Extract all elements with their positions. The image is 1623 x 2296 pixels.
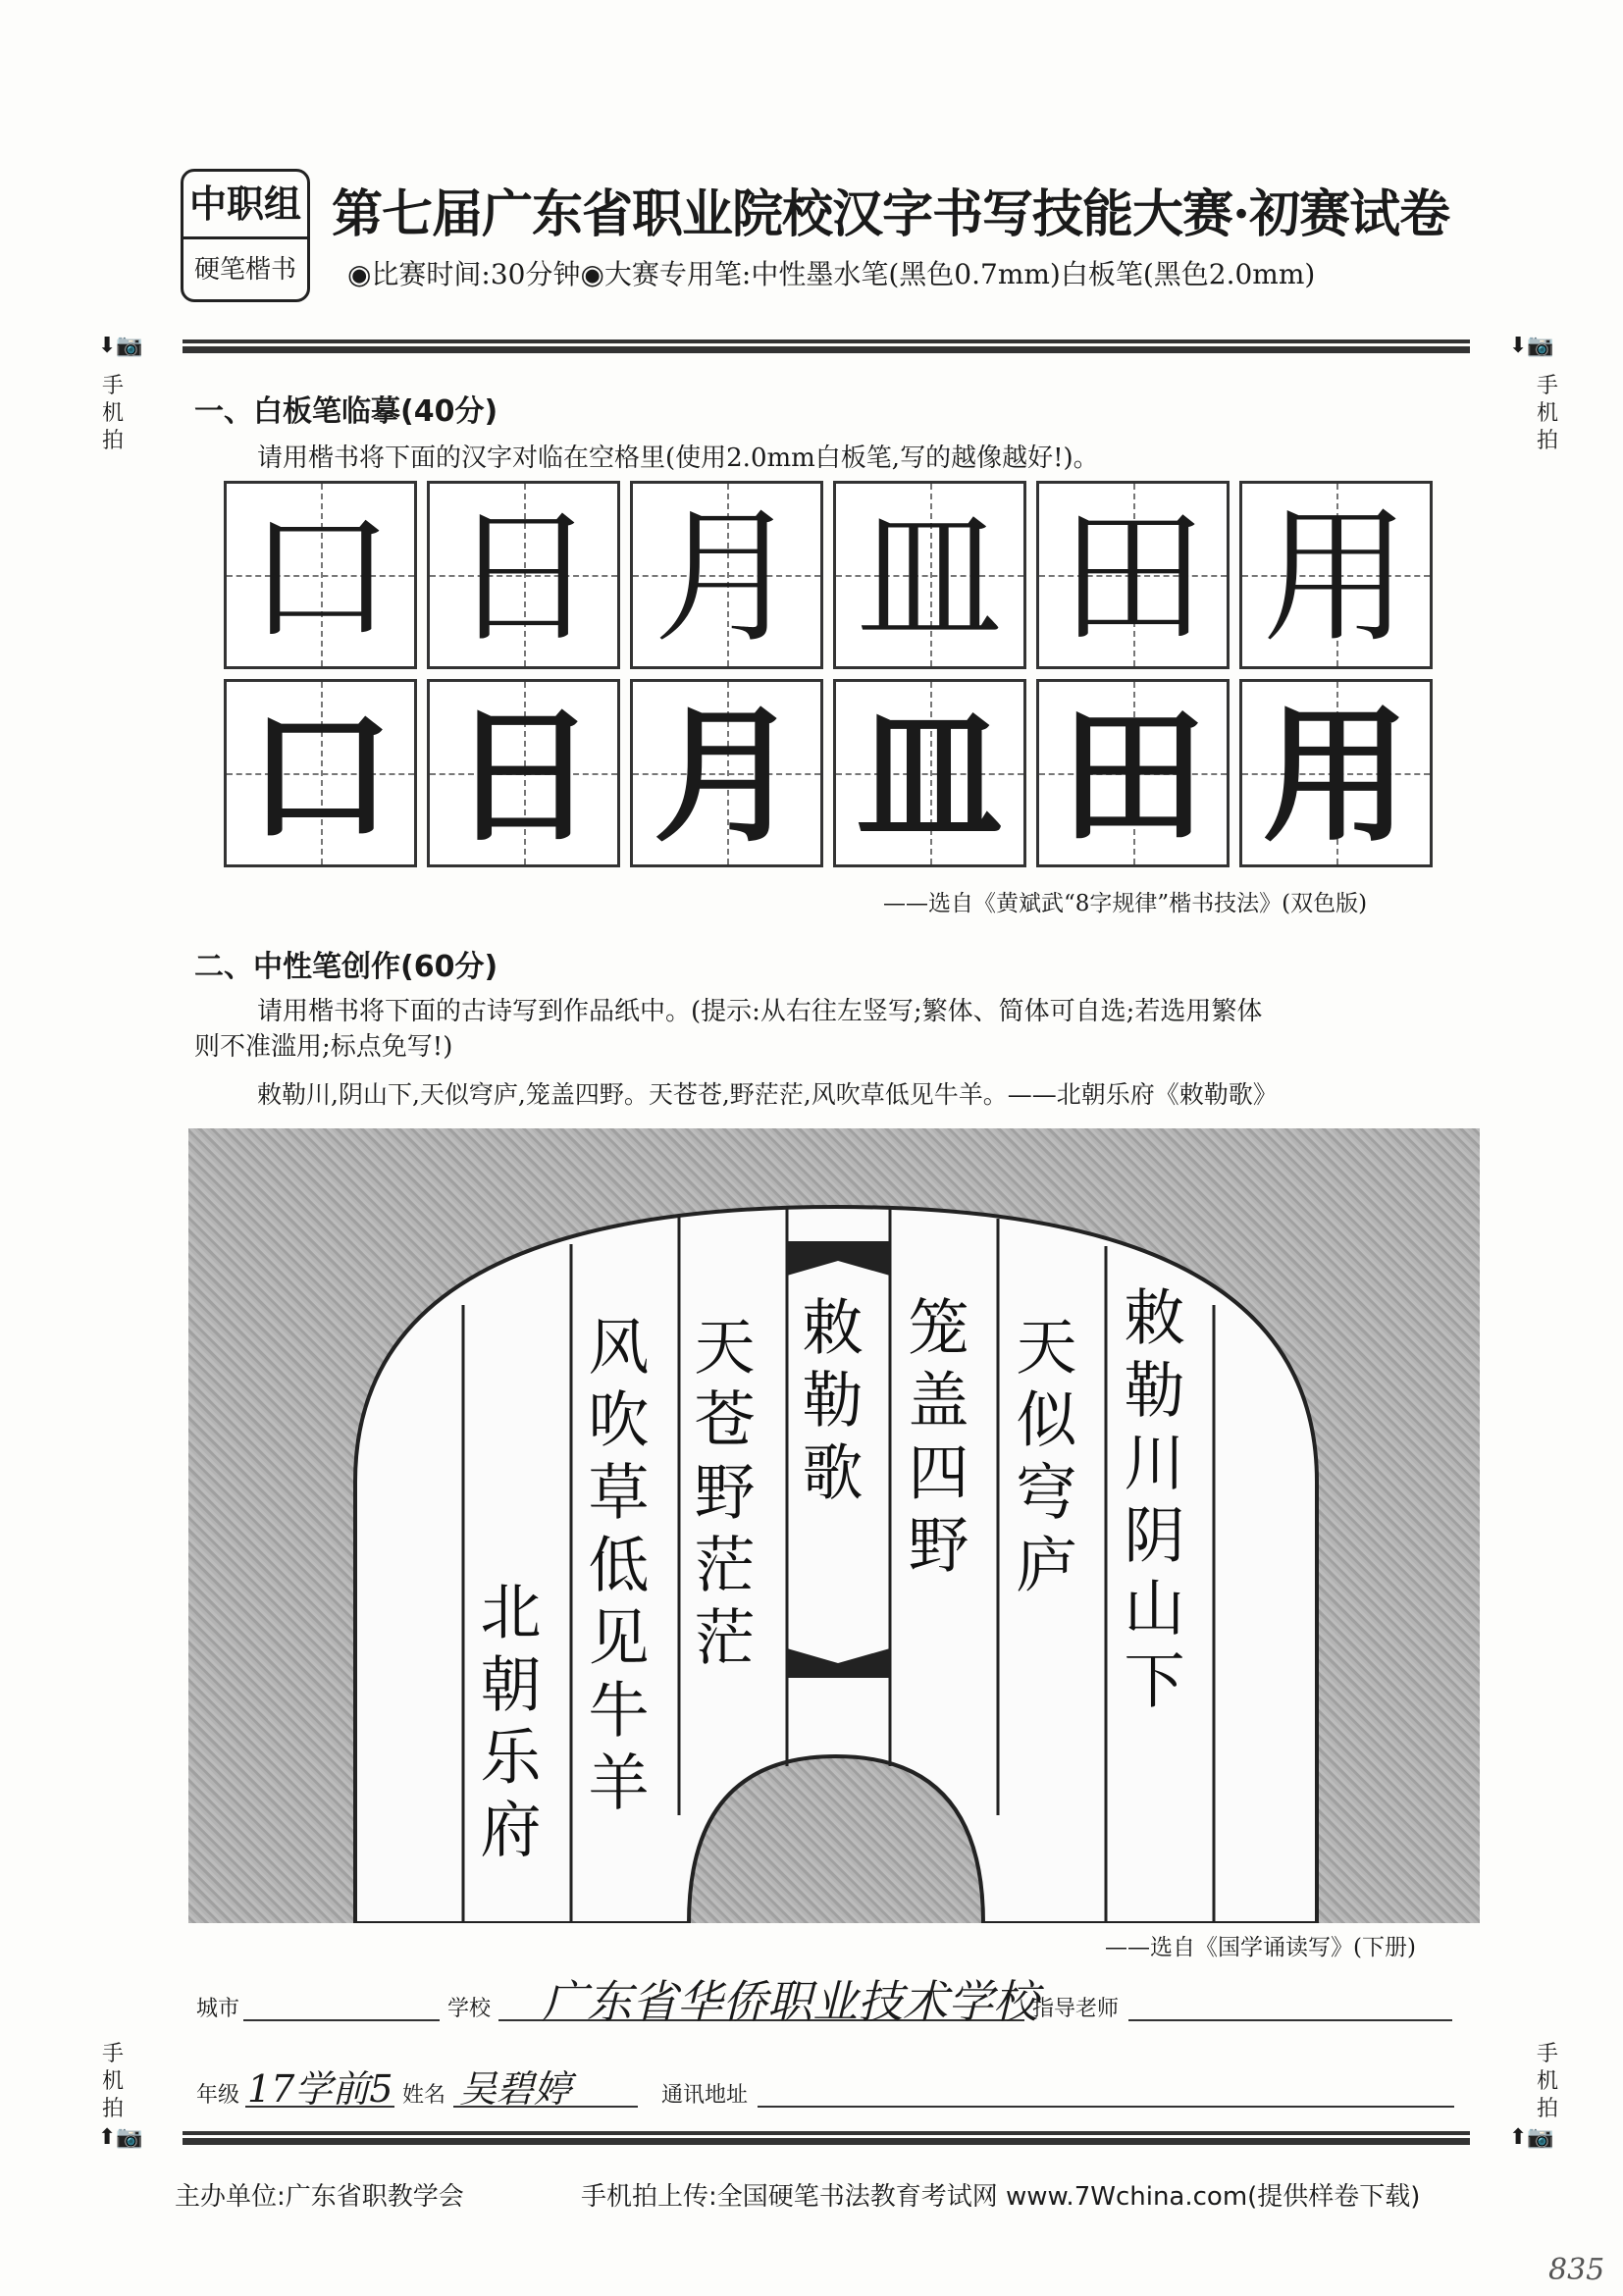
model-char-cell bbox=[630, 481, 823, 669]
model-char: 皿 bbox=[856, 493, 1004, 663]
section1-instruction: 请用楷书将下面的汉字对临在空格里(使用2.0mm白板笔,写的越像越好!)。 bbox=[257, 444, 1099, 473]
model-char: 日 bbox=[449, 493, 598, 663]
name-label: 姓名 bbox=[402, 2083, 446, 2108]
city-field[interactable] bbox=[243, 2019, 440, 2021]
written-char: 日 bbox=[449, 690, 598, 862]
written-char-cell bbox=[427, 679, 620, 867]
side-label-bottom-left: 手机拍 bbox=[101, 2042, 124, 2121]
name-value: 吴碧婷 bbox=[459, 2067, 572, 2111]
poem-title-column: 敕勒歌 bbox=[792, 1295, 864, 1513]
school-label: 学校 bbox=[447, 1997, 492, 2021]
written-char-cell bbox=[224, 679, 417, 867]
grade-label: 年级 bbox=[196, 2083, 240, 2108]
side-label-top-right: 手机拍 bbox=[1536, 374, 1558, 453]
written-char: 田 bbox=[1059, 690, 1207, 862]
model-char: 田 bbox=[1059, 493, 1207, 663]
organizer-text: 主办单位:广东省职教学会 bbox=[175, 2182, 464, 2212]
top-divider bbox=[183, 339, 1470, 353]
written-char: 皿 bbox=[856, 690, 1004, 862]
model-char-cell bbox=[1239, 481, 1433, 669]
upload-text: 手机拍上传:全国硬笔书法教育考试网 www.7Wchina.com(提供样卷下载) bbox=[581, 2182, 1421, 2212]
fan-paper-frame bbox=[188, 1128, 1480, 1923]
section2-instruction-2: 则不准滥用;标点免写!) bbox=[194, 1032, 453, 1062]
poem-column-3: 笼盖四野 bbox=[898, 1295, 969, 1586]
poem-text: 敕勒川,阴山下,天似穹庐,笼盖四野。天苍苍,野茫茫,风吹草低见牛羊。——北朝乐府《敕勒歌》 bbox=[257, 1080, 1278, 1109]
written-char-grid bbox=[224, 679, 1433, 867]
section2-instruction-1: 请用楷书将下面的古诗写到作品纸中。(提示:从右往左竖写;繁体、简体可自选;若选用繁体 bbox=[257, 997, 1263, 1026]
page-number: 835 bbox=[1548, 2253, 1605, 2287]
written-char-cell bbox=[833, 679, 1026, 867]
poem-column-4: 天苍野茫茫 bbox=[684, 1315, 756, 1678]
model-char-cell bbox=[427, 481, 620, 669]
side-label-top-left: 手机拍 bbox=[101, 374, 124, 453]
address-field[interactable] bbox=[758, 2106, 1454, 2108]
exam-title: 第七届广东省职业院校汉字书写技能大赛·初赛试卷 bbox=[332, 184, 1450, 244]
written-char-cell bbox=[1036, 679, 1230, 867]
poem-author-column: 北朝乐府 bbox=[470, 1580, 542, 1870]
model-char: 月 bbox=[653, 493, 801, 663]
model-char: 用 bbox=[1262, 493, 1410, 663]
teacher-field[interactable] bbox=[1128, 2019, 1452, 2021]
model-char-grid bbox=[224, 481, 1433, 669]
section2-heading: 二、中性笔创作(60分) bbox=[194, 950, 498, 984]
address-label: 通讯地址 bbox=[661, 2083, 749, 2108]
section1-heading: 一、白板笔临摹(40分) bbox=[194, 394, 498, 429]
artwork-paper bbox=[188, 1128, 1480, 1923]
camera-down-icon-right: ⬇📷 bbox=[1509, 334, 1554, 358]
poem-column-1: 敕勒川阴山下 bbox=[1114, 1285, 1185, 1721]
exam-info: ◉比赛时间:30分钟◉大赛专用笔:中性墨水笔(黑色0.7mm)白板笔(黑色2.0mm) bbox=[347, 258, 1316, 290]
poem-column-2: 天似穹庐 bbox=[1006, 1315, 1077, 1605]
camera-up-icon-left: ⬆📷 bbox=[98, 2125, 143, 2150]
written-char: 月 bbox=[653, 690, 801, 862]
written-char-cell bbox=[630, 679, 823, 867]
written-char-cell bbox=[1239, 679, 1433, 867]
written-char: 口 bbox=[246, 690, 394, 862]
section2-source: ——选自《国学诵读写》(下册) bbox=[1105, 1935, 1416, 1960]
camera-down-icon-left: ⬇📷 bbox=[98, 334, 143, 358]
model-char-cell bbox=[224, 481, 417, 669]
badge-category-label: 硬笔楷书 bbox=[193, 255, 296, 285]
bottom-divider bbox=[183, 2131, 1470, 2145]
written-char: 用 bbox=[1262, 690, 1410, 862]
poem-column-5: 风吹草低见牛羊 bbox=[578, 1315, 650, 1823]
group-badge bbox=[181, 169, 310, 302]
section1-source: ——选自《黄斌武“8字规律”楷书技法》(双色版) bbox=[883, 891, 1368, 916]
model-char-cell bbox=[833, 481, 1026, 669]
city-label: 城市 bbox=[196, 1997, 240, 2021]
camera-up-icon-right: ⬆📷 bbox=[1509, 2125, 1554, 2150]
model-char-cell bbox=[1036, 481, 1230, 669]
side-label-bottom-right: 手机拍 bbox=[1536, 2042, 1558, 2121]
grade-value: 17学前5 bbox=[247, 2067, 393, 2111]
badge-group-label: 中职组 bbox=[183, 172, 307, 239]
school-value: 广东省华侨职业技术学校 bbox=[542, 1975, 1038, 2028]
model-char: 口 bbox=[246, 493, 394, 663]
teacher-label: 指导老师 bbox=[1032, 1997, 1120, 2021]
